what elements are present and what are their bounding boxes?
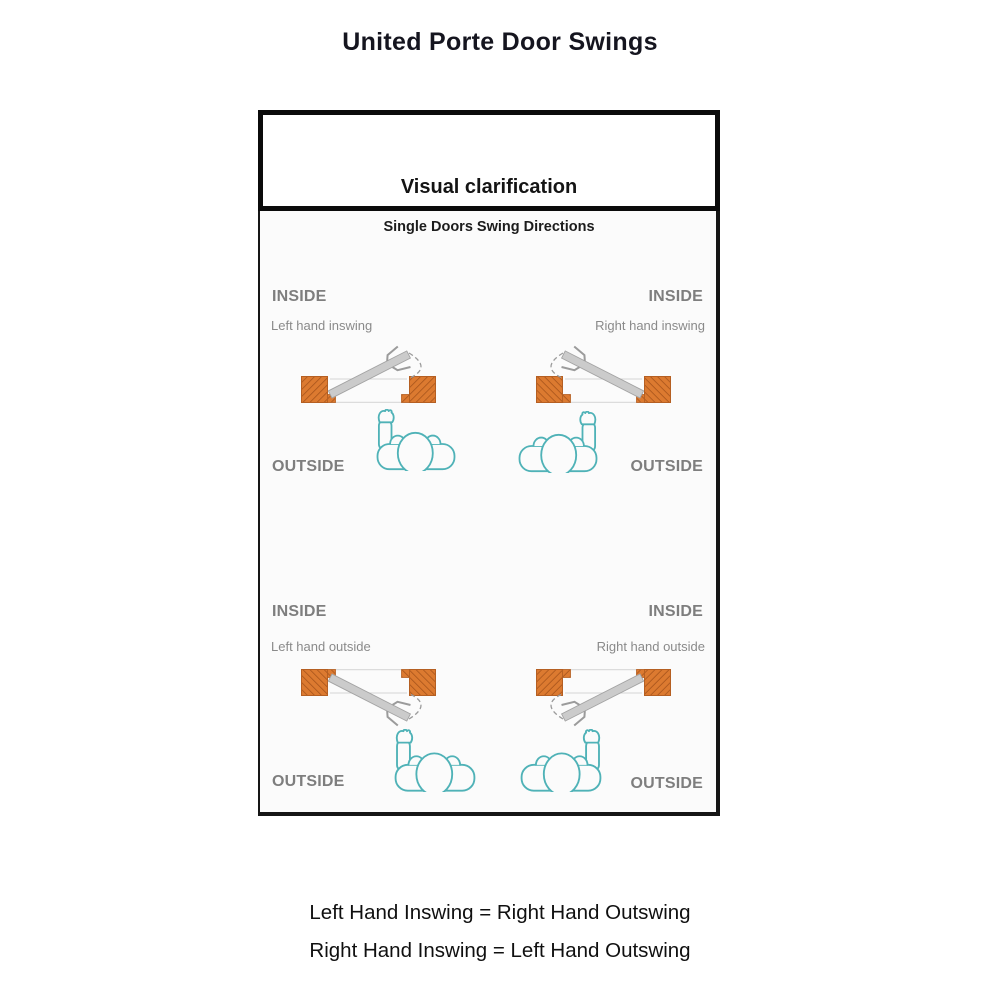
swing-equivalence-note [18,894,982,970]
outside-label-bottom-left: OUTSIDE [272,773,345,790]
door-diagram-left-hand-outswing [301,668,436,732]
person-figure-bottom-right [518,729,604,792]
equivalence-line-1: Left Hand Inswing = Right Hand Outswing [309,901,691,924]
person-figure-mirrored [522,730,601,792]
swing-label-top-right: Right hand inswing [595,318,705,333]
person-figure-top-left [374,409,458,471]
visual-clarification-title: Visual clarification [400,176,578,198]
person-figure-bottom-left [392,729,478,792]
door-diagram-right-hand-inswing [536,340,671,404]
door-diagram-left-hand-inswing [301,340,436,404]
person-figure [396,730,475,792]
door-assembly-flipped [302,668,436,728]
person-figure-mirrored [520,412,597,473]
page-title: United Porte Door Swings [342,28,658,56]
outside-label-bottom-right: OUTSIDE [630,775,703,792]
door-assembly-mirrored [537,344,671,404]
door-assembly-mirrored-flipped [537,668,671,728]
inside-label-bottom-left: INSIDE [272,603,327,620]
outside-label-top-right: OUTSIDE [630,458,703,475]
panel-subtitle: Single Doors Swing Directions [383,219,595,235]
visual-clarification-box [258,110,720,211]
swing-label-bottom-right: Right hand outside [596,639,705,654]
door-assembly [302,344,436,404]
inside-label-top-left: INSIDE [272,288,327,305]
swing-label-bottom-left: Left hand outside [271,639,371,654]
swing-label-top-left: Left hand inswing [271,318,373,333]
door-diagram-right-hand-outswing [536,668,671,732]
equivalence-line-2: Right Hand Inswing = Left Hand Outswing [309,939,691,962]
person-figure [378,410,455,471]
person-figure-top-right [516,411,600,473]
inside-label-top-right: INSIDE [648,288,703,305]
outside-label-top-left: OUTSIDE [272,458,345,475]
inside-label-bottom-right: INSIDE [648,603,703,620]
